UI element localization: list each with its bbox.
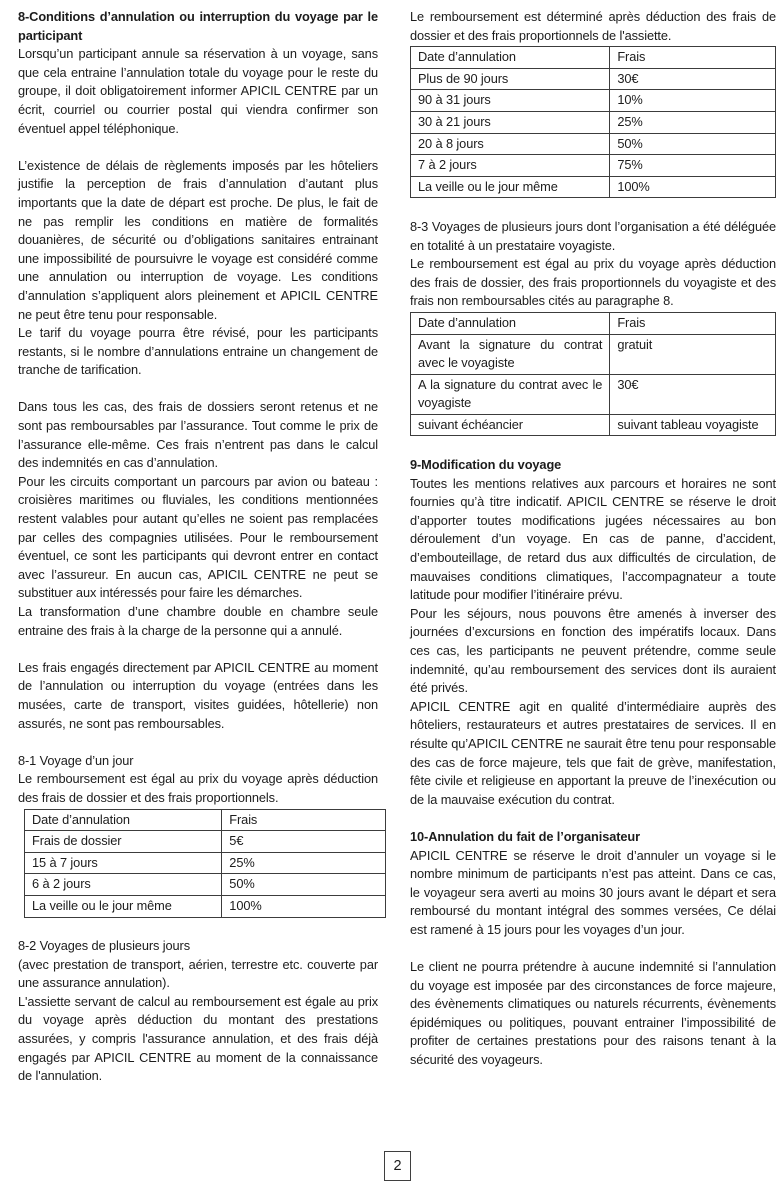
paragraph-spacer bbox=[18, 640, 378, 659]
table-cell: 90 à 31 jours bbox=[411, 90, 610, 112]
section-10-heading: 10-Annulation du fait de l’organisateur bbox=[410, 828, 641, 844]
table-row bbox=[411, 133, 776, 155]
table-header-cell: Date d’annulation bbox=[411, 312, 610, 334]
paragraph: (avec prestation de transport, aérien, terrestre etc. couverte par une assurance annulation). bbox=[18, 956, 378, 991]
table-cell: 7 à 2 jours bbox=[411, 155, 610, 177]
table-cell: 75% bbox=[610, 155, 776, 177]
section-8-1-title: 8-1 Voyage d’un jour bbox=[18, 752, 134, 768]
table-cell: 15 à 7 jours bbox=[25, 852, 222, 874]
paragraph: L'assiette servant de calcul au remboursement est égale au prix du voyage après déduction du montant des prestations assurées, y compris l'assurance annulation, et des frais déjà engagés par APICIL CENTRE au moment de la connaissance de l'annulation. bbox=[18, 993, 378, 1084]
table-cell: La veille ou le jour même bbox=[411, 176, 610, 198]
paragraph-spacer bbox=[410, 940, 776, 959]
paragraph-spacer bbox=[410, 809, 776, 828]
paragraph: Toutes les mentions relatives aux parcours et horaires ne sont fournies qu’à titre indicatif. APICIL CENTRE se réserve le droit d’apporter toutes modifications jugées nécessaires au bon déroulement d’un voyage. En cas de panne, d’accident, d’embouteillage, de retard dus aux difficultés de circulation, de mauvaises conditions climatiques, l’accompagnateur a toute latitude pour modifier l’itinéraire prévu. bbox=[410, 475, 776, 603]
table-row bbox=[411, 90, 776, 112]
table-cell: 10% bbox=[610, 90, 776, 112]
table-row bbox=[411, 334, 776, 374]
paragraph-spacer bbox=[18, 733, 378, 752]
table-cell: La veille ou le jour même bbox=[25, 895, 222, 917]
table-cell: suivant échéancier bbox=[411, 414, 610, 436]
table-row bbox=[411, 176, 776, 198]
section-8-heading: 8-Conditions d’annulation ou interruption du voyage par le participant bbox=[18, 9, 378, 43]
fees-table-voyagiste bbox=[410, 312, 776, 437]
fees-table-multi-day bbox=[410, 46, 776, 198]
table-cell: 5€ bbox=[222, 831, 386, 853]
table-header-cell: Frais bbox=[222, 809, 386, 831]
section-9-heading: 9-Modification du voyage bbox=[410, 457, 562, 473]
paragraph: Pour les séjours, nous pouvons être amenés à inverser des journées d’excursions en fonction des impératifs locaux. Dans ces cas, les participants ne peuvent prétendre, comme seule indemnité, qu’au remboursement des services dont ils auraient été privés. bbox=[410, 605, 776, 696]
table-cell: 100% bbox=[222, 895, 386, 917]
table-row bbox=[25, 895, 386, 917]
paragraph: Lorsqu’un participant annule sa réservation à un voyage, sans que cela entraine l’annulation totale du voyage pour le reste du groupe, il doit obligatoirement informer APICIL CENTRE par un écrit, courriel ou courrier postal qui viendra confirmer son éventuel appel téléphonique. bbox=[18, 46, 378, 136]
paragraph-spacer bbox=[18, 919, 378, 938]
table-cell: 30€ bbox=[610, 374, 776, 414]
table-header-cell: Date d’annulation bbox=[25, 809, 222, 831]
table-row bbox=[25, 874, 386, 896]
table-cell: suivant tableau voyagiste bbox=[610, 414, 776, 436]
table-row bbox=[25, 852, 386, 874]
left-column bbox=[18, 8, 378, 1086]
table-cell: 20 à 8 jours bbox=[411, 133, 610, 155]
table-header-cell: Date d’annulation bbox=[411, 47, 610, 69]
section-8-3-title: 8-3 Voyages de plusieurs jours dont l’organisation a été déléguée en totalité à un prestataire voyagiste. bbox=[410, 218, 776, 253]
paragraph-spacer bbox=[410, 199, 776, 218]
table-cell: 25% bbox=[610, 111, 776, 133]
paragraph: Pour les circuits comportant un parcours par avion ou bateau : croisières maritimes ou fluviales, les conditions mentionnées restent valables pour autant qu’elles ne soient pas remplacées par celles des compagnies utilisées. Pour le remboursement éventuel, ce sont les participants qui devront entrer en contact avec l’assureur. En aucun cas, APICIL CENTRE ne peut se substituer aux intéressés pour faire les démarches. bbox=[18, 473, 378, 601]
paragraph: Dans tous les cas, des frais de dossiers seront retenus et ne sont pas remboursables par l’assurance. Tout comme le prix de l’assurance elle-même. Ces frais n’entrent pas dans le calcul des indemnités en cas d’annulation. bbox=[18, 399, 378, 471]
table-cell: 50% bbox=[222, 874, 386, 896]
fees-table-one-day bbox=[24, 809, 386, 918]
table-cell: Avant la signature du contrat avec le voyagiste bbox=[411, 334, 610, 374]
paragraph: Le client ne pourra prétendre à aucune indemnité si l’annulation du voyage est imposée par des circonstances de force majeure, des évènements climatiques ou naturels récurrents, évènements épidémiques ou politiques, pouvant entrainer l’impossibilité de profiter de certaines prestations pour des raisons tenant à la sécurité des voyageurs. bbox=[410, 959, 776, 1068]
table-header-cell: Frais bbox=[610, 312, 776, 334]
table-cell: 30 à 21 jours bbox=[411, 111, 610, 133]
paragraph: Le remboursement est égal au prix du voyage après déduction des frais de dossier et des frais proportionnels. bbox=[18, 771, 378, 805]
paragraph: La transformation d’une chambre double en chambre seule entraine des frais à la charge de la personne qui a annulé. bbox=[18, 604, 378, 638]
section-8-2-title: 8-2 Voyages de plusieurs jours bbox=[18, 938, 190, 954]
table-cell: 50% bbox=[610, 133, 776, 155]
paragraph-spacer bbox=[18, 138, 378, 157]
table-row bbox=[411, 312, 776, 334]
paragraph: Les frais engagés directement par APICIL CENTRE au moment de l’annulation ou interruption du voyage (entrées dans les musées, carte de transport, visites guidées, hôtellerie) non assurés, ne sont pas remboursables. bbox=[18, 659, 378, 731]
table-cell: Plus de 90 jours bbox=[411, 68, 610, 90]
paragraph-spacer bbox=[18, 380, 378, 399]
table-row bbox=[25, 831, 386, 853]
table-row bbox=[411, 68, 776, 90]
paragraph: APICIL CENTRE agit en qualité d’intermédiaire auprès des hôteliers, restaurateurs et autres prestataires de services. Il en résulte qu’APICIL CENTRE ne saurait être tenu pour responsable des cas de force majeure, tels que fait de grève, manifestation, fête civile et religieuse en apportant la preuve de l’inexécution ou de la mauvaise exécution du contrat. bbox=[410, 698, 776, 807]
table-row bbox=[411, 47, 776, 69]
right-column bbox=[410, 8, 776, 1086]
table-cell: 30€ bbox=[610, 68, 776, 90]
table-cell: Frais de dossier bbox=[25, 831, 222, 853]
table-cell: 6 à 2 jours bbox=[25, 874, 222, 896]
paragraph: Le remboursement est égal au prix du voyage après déduction des frais de dossier, des frais proportionnels du voyagiste et des frais non remboursables cités au paragraphe 8. bbox=[410, 256, 776, 309]
table-cell: 25% bbox=[222, 852, 386, 874]
page-number: 2 bbox=[384, 1151, 411, 1181]
table-cell: 100% bbox=[610, 176, 776, 198]
paragraph: Le remboursement est déterminé après déduction des frais de dossier et des frais proportionnels de l'assiette. bbox=[410, 9, 776, 43]
table-row bbox=[411, 374, 776, 414]
table-header-cell: Frais bbox=[610, 47, 776, 69]
table-row bbox=[411, 111, 776, 133]
table-row bbox=[25, 809, 386, 831]
table-cell: gratuit bbox=[610, 334, 776, 374]
paragraph: L’existence de délais de règlements imposés par les hôteliers justifie la perception de frais d’annulation d’autant plus importants que la date de départ est proche. De plus, le fait de ne pas remplir les conditions en matière de formalités douanières, de sécurité ou d’obligations sanitaires entrainant une impossibilité de poursuivre le voyage est considéré comme une annulation ou interruption de voyage. Les conditions d’annulation s’appliquent alors pleinement et APICIL CENTRE ne peut être tenu pour responsable. bbox=[18, 157, 378, 322]
paragraph: APICIL CENTRE se réserve le droit d’annuler un voyage si le nombre minimum de participants n’est pas atteint. Dans ce cas, le voyageur sera averti au moins 30 jours avant le départ et sera remboursé du montant intégral des sommes versées, Ce délai est ramené à 15 jours pour les voyages d’un jour. bbox=[410, 847, 776, 937]
table-row bbox=[411, 414, 776, 436]
paragraph-spacer bbox=[410, 437, 776, 456]
table-cell: A la signature du contrat avec le voyagiste bbox=[411, 374, 610, 414]
paragraph: Le tarif du voyage pourra être révisé, pour les participants restants, si le nombre d’annulations entraine un changement de tranche de tarification. bbox=[18, 325, 378, 378]
table-row bbox=[411, 155, 776, 177]
